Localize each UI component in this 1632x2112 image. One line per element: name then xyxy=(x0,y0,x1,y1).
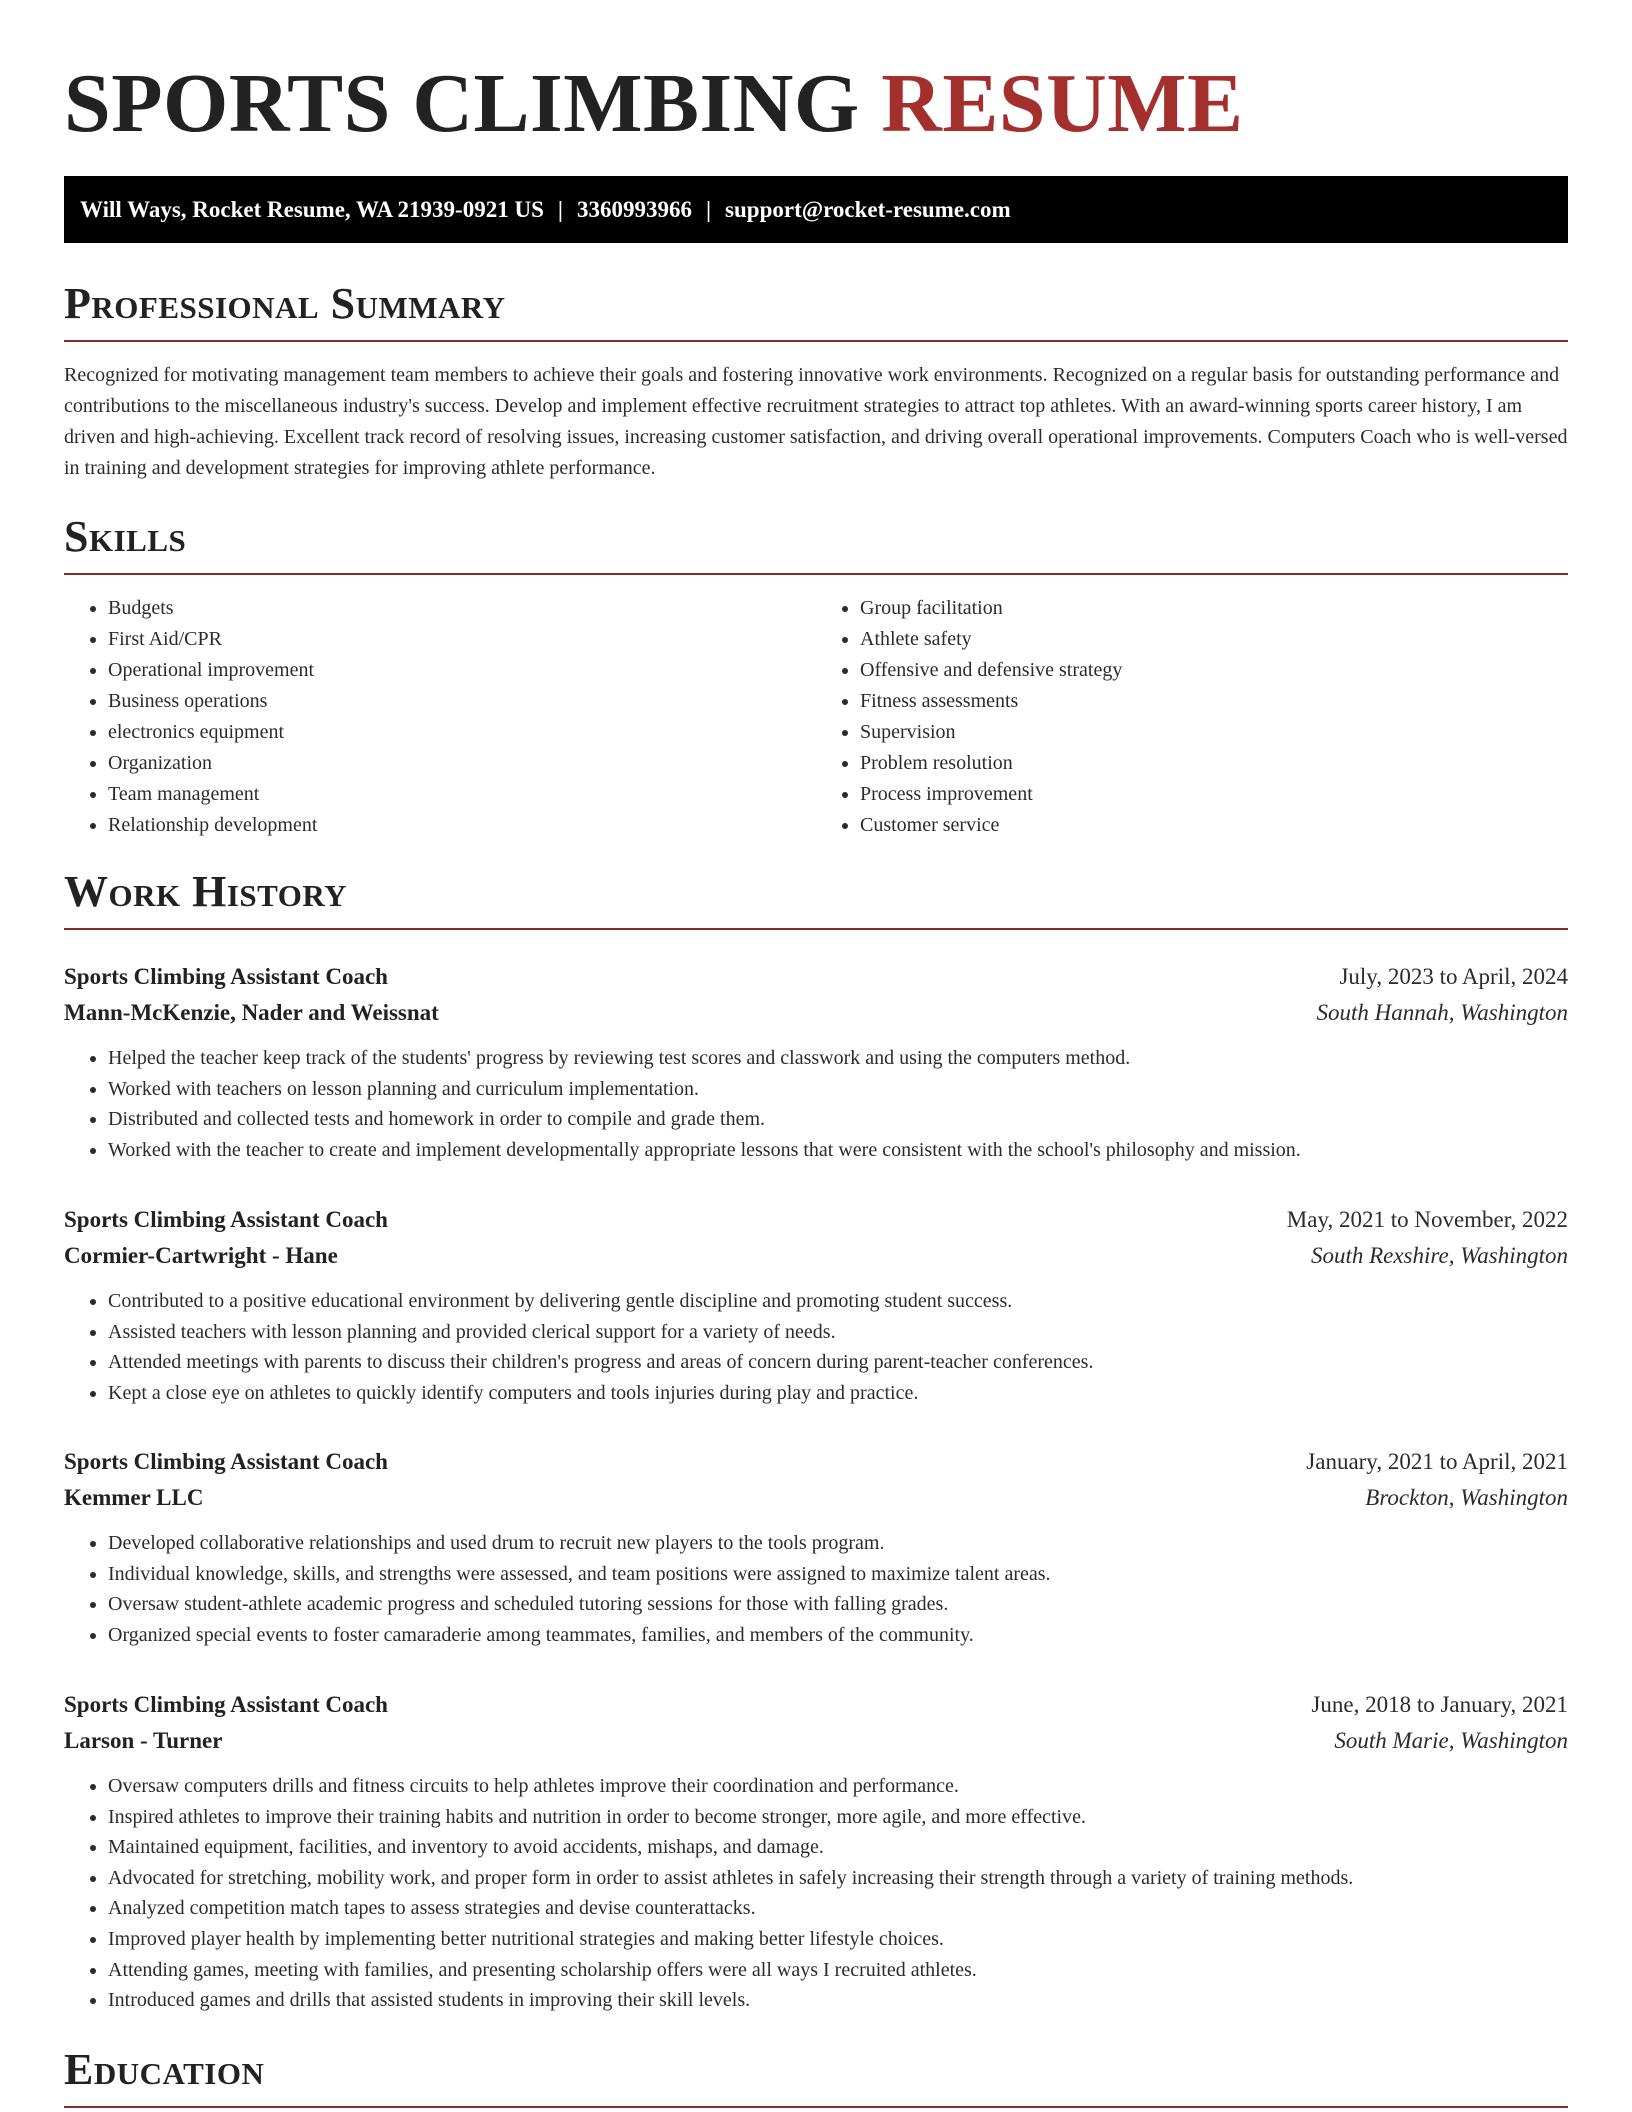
job-bullet-list xyxy=(64,1528,1568,1650)
skill-item: • Relationship development xyxy=(108,810,816,841)
skill-item: • Business operations xyxy=(108,686,816,717)
skill-item: • Fitness assessments xyxy=(860,686,1568,717)
contact-separator: | xyxy=(705,197,712,222)
job-company: Kemmer LLC xyxy=(64,1485,204,1510)
job-title: Sports Climbing Assistant Coach xyxy=(64,1692,388,1717)
skill-item: • Customer service xyxy=(860,810,1568,841)
resume-title xyxy=(64,0,1568,176)
skill-item: • Budgets xyxy=(108,593,816,624)
job-bullet: • Worked with the teacher to create and implement developmentally appropriate lessons that were consistent with the school's philosophy and mission. xyxy=(108,1135,1568,1166)
job-bullet: • Analyzed competition match tapes to assess strategies and devise counterattacks. xyxy=(108,1893,1568,1924)
job-dates: June, 2018 to January, 2021 xyxy=(1311,1692,1568,1717)
skill-item: • Group facilitation xyxy=(860,593,1568,624)
job-company: Mann-McKenzie, Nader and Weissnat xyxy=(64,1000,439,1025)
job-bullet: • Improved player health by implementing better nutritional strategies and making better lifestyle choices. xyxy=(108,1924,1568,1955)
skills-columns xyxy=(64,593,1568,841)
skill-item: • Offensive and defensive strategy xyxy=(860,655,1568,686)
job-title: Sports Climbing Assistant Coach xyxy=(64,964,388,989)
job-header-row xyxy=(64,1202,1568,1238)
skill-item: • Operational improvement xyxy=(108,655,816,686)
contact-email[interactable]: support@rocket-resume.com xyxy=(725,197,1011,222)
skill-item: • Process improvement xyxy=(860,779,1568,810)
job-title: Sports Climbing Assistant Coach xyxy=(64,1207,388,1232)
contact-phone: 3360993966 xyxy=(576,197,692,222)
job-subheader-row xyxy=(64,995,1568,1031)
job-bullet: • Individual knowledge, skills, and strengths were assessed, and team positions were assigned to maximize talent areas. xyxy=(108,1559,1568,1590)
resume-page xyxy=(64,0,1568,2094)
job-subheader-row xyxy=(64,1723,1568,1759)
skill-item: • Team management xyxy=(108,779,816,810)
job-bullet: • Contributed to a positive educational environment by delivering gentle discipline and promoting student success. xyxy=(108,1286,1568,1317)
job-bullet-list xyxy=(64,1771,1568,2016)
skill-item: • First Aid/CPR xyxy=(108,624,816,655)
skills-list-right xyxy=(816,593,1568,841)
job-bullet: • Assisted teachers with lesson planning and provided clerical support for a variety of needs. xyxy=(108,1317,1568,1348)
job-location: South Rexshire, Washington xyxy=(1310,1243,1568,1268)
job-subheader-row xyxy=(64,1238,1568,1274)
job-company: Cormier-Cartwright - Hane xyxy=(64,1243,338,1268)
skill-item: • Problem resolution xyxy=(860,748,1568,779)
contact-bar xyxy=(64,176,1568,243)
job-location: South Hannah, Washington xyxy=(1316,1000,1568,1025)
title-accent: RESUME xyxy=(881,57,1244,150)
skills-heading: Skills xyxy=(64,511,1568,575)
job-bullet: • Organized special events to foster camaraderie among teammates, families, and members of the community. xyxy=(108,1620,1568,1651)
job-entry xyxy=(64,959,1568,1165)
contact-address: Will Ways, Rocket Resume, WA 21939-0921 US xyxy=(80,197,544,222)
summary-text: Recognized for motivating management team members to achieve their goals and fostering innovative work environments. Recognized on a regular basis for outstanding performance and contributions to the miscellaneous industry's success. Develop and implement effective recruitment strategies to attract top athletes. With an award-winning sports career history, I am driven and high-achieving. Excellent track record of resolving issues, increasing customer satisfaction, and driving overall operational improvements. Computers Coach who is well-versed in training and development strategies for improving athlete performance. xyxy=(64,364,1568,479)
education-heading: Education xyxy=(64,2044,1568,2108)
job-location: South Marie, Washington xyxy=(1334,1728,1568,1753)
job-bullet-list xyxy=(64,1043,1568,1165)
job-subheader-row xyxy=(64,1480,1568,1516)
job-bullet: • Developed collaborative relationships and used drum to recruit new players to the tools program. xyxy=(108,1528,1568,1559)
job-entry xyxy=(64,1444,1568,1650)
job-bullet: • Attending games, meeting with families, and presenting scholarship offers were all ways I recruited athletes. xyxy=(108,1955,1568,1986)
skill-item: • Supervision xyxy=(860,717,1568,748)
job-bullet: • Worked with teachers on lesson planning and curriculum implementation. xyxy=(108,1074,1568,1105)
job-bullet: • Maintained equipment, facilities, and inventory to avoid accidents, mishaps, and damage. xyxy=(108,1832,1568,1863)
job-bullet: • Distributed and collected tests and homework in order to compile and grade them. xyxy=(108,1104,1568,1135)
job-entry xyxy=(64,1687,1568,2016)
title-main: SPORTS CLIMBING xyxy=(64,57,860,150)
summary-section xyxy=(64,278,1568,484)
job-dates: January, 2021 to April, 2021 xyxy=(1306,1449,1568,1474)
job-dates: July, 2023 to April, 2024 xyxy=(1339,964,1568,989)
job-company: Larson - Turner xyxy=(64,1728,223,1753)
education-section xyxy=(64,2044,1568,2108)
work-history-section xyxy=(64,866,1568,930)
job-bullet: • Kept a close eye on athletes to quickly identify computers and tools injuries during play and practice. xyxy=(108,1378,1568,1409)
job-header-row xyxy=(64,959,1568,995)
job-bullet: • Oversaw computers drills and fitness circuits to help athletes improve their coordination and performance. xyxy=(108,1771,1568,1802)
job-dates: May, 2021 to November, 2022 xyxy=(1286,1207,1568,1232)
job-bullet: • Inspired athletes to improve their training habits and nutrition in order to become stronger, more agile, and more effective. xyxy=(108,1802,1568,1833)
skill-item: • electronics equipment xyxy=(108,717,816,748)
job-bullet: • Attended meetings with parents to discuss their children's progress and areas of concern during parent-teacher conferences. xyxy=(108,1347,1568,1378)
job-header-row xyxy=(64,1687,1568,1723)
job-bullet: • Helped the teacher keep track of the students' progress by reviewing test scores and classwork and using the computers method. xyxy=(108,1043,1568,1074)
job-bullet: • Introduced games and drills that assisted students in improving their skill levels. xyxy=(108,1985,1568,2016)
skill-item: • Organization xyxy=(108,748,816,779)
skill-item: • Athlete safety xyxy=(860,624,1568,655)
job-header-row xyxy=(64,1444,1568,1480)
job-bullet: • Oversaw student-athlete academic progress and scheduled tutoring sessions for those with falling grades. xyxy=(108,1589,1568,1620)
work-history-heading: Work History xyxy=(64,866,1568,930)
summary-heading: Professional Summary xyxy=(64,278,1568,342)
skills-section xyxy=(64,511,1568,841)
job-entry xyxy=(64,1202,1568,1408)
job-title: Sports Climbing Assistant Coach xyxy=(64,1449,388,1474)
job-bullet-list xyxy=(64,1286,1568,1408)
job-location: Brockton, Washington xyxy=(1365,1485,1568,1510)
skills-list-left xyxy=(64,593,816,841)
contact-separator: | xyxy=(557,197,563,222)
job-bullet: • Advocated for stretching, mobility work, and proper form in order to assist athletes in safely increasing their strength through a variety of training methods. xyxy=(108,1863,1568,1894)
